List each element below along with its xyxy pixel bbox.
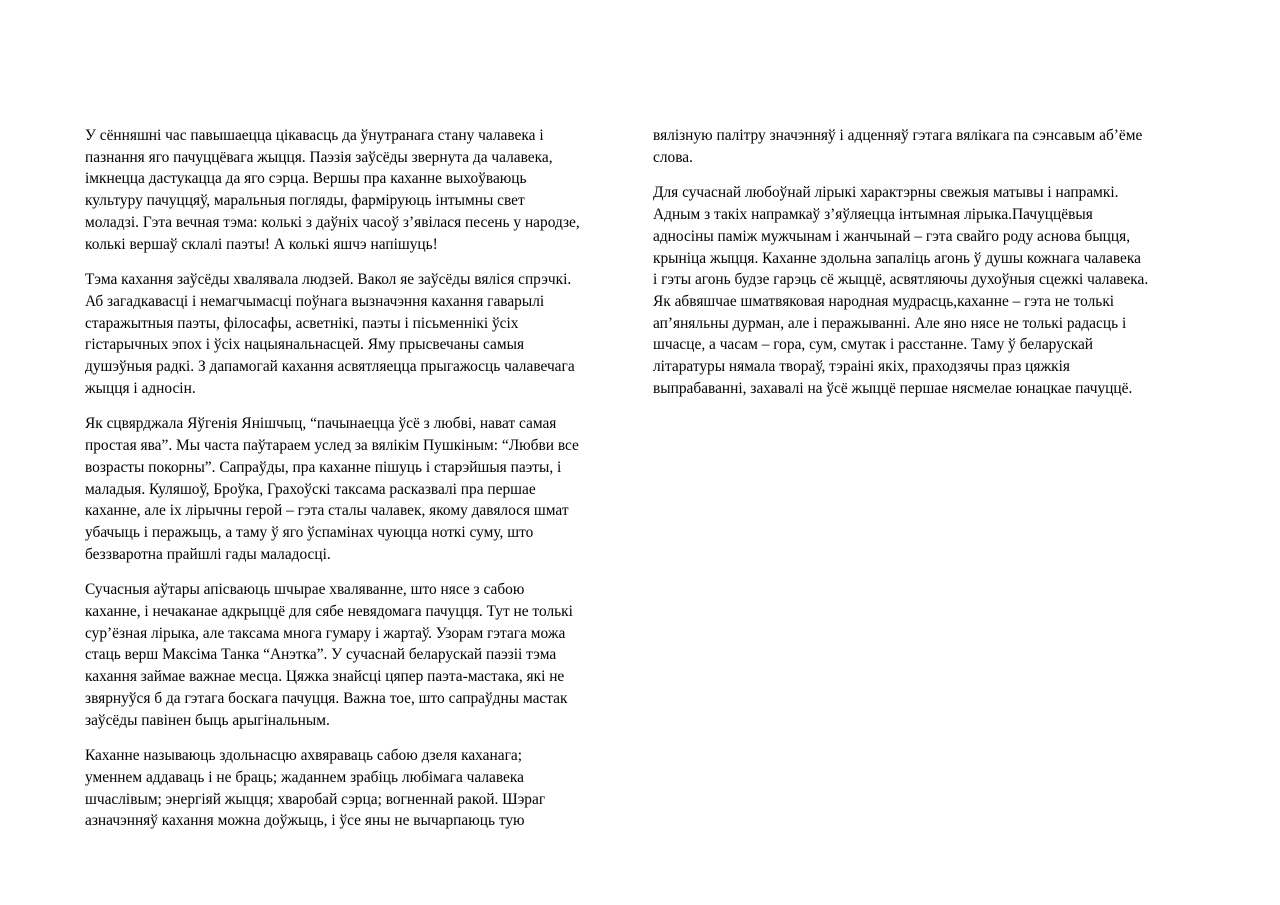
text-line: душэўныя радкі. З дапамогай кахання асвятляецца прыгажосць чалавечага	[85, 358, 575, 376]
text-line: Адным з такіх напрамкаў з’яўляецца інтымная лірыка.Пачуццёвыя	[653, 206, 1093, 224]
text-line: уменнем аддаваць і не браць; жаданнем зрабіць любімага чалавека	[85, 768, 524, 786]
text-line: моладзі. Гэта вечная тэма: колькі з даўніх часоў з’явілася песень у народзе,	[85, 213, 580, 231]
text-line: шчасце, а часам – гора, сум, смутак і расстанне. Таму ў беларускай	[653, 336, 1094, 354]
right-column	[653, 125, 1198, 413]
paragraph-4	[85, 579, 630, 731]
text-line: азначэнняў кахання можна доўжыць, і ўсе яны не вычарпаюць тую	[85, 812, 525, 830]
paragraph-2	[85, 269, 630, 399]
text-line: літаратуры нямала твораў, тэраіні якіх, праходзячы праз цяжкія	[653, 358, 1070, 376]
text-line: Як сцвярджала Яўгенія Янішчыц, “пачынаецца ўсё з любві, нават самая	[85, 415, 557, 433]
paragraph-5	[85, 745, 630, 832]
text-line: убачыць і перажыць, а таму ў яго ўспамінах чуюцца ноткі суму, што	[85, 523, 534, 541]
text-line: стаць верш Максіма Танка “Анэтка”. У сучаснай беларускай паэзіі тэма	[85, 646, 557, 664]
text-line: возрасты покорны”. Сапраўды, пра каханне пішуць і старэйшыя паэты, і	[85, 458, 562, 476]
text-line: каханне, але іх лірычны герой – гэта сталы чалавек, якому давялося шмат	[85, 502, 569, 520]
text-line: культуру пачуццяў, маральныя погляды, фарміруюць інтымны свет	[85, 192, 525, 210]
text-line: імкнецца дастукацца да яго сэрца. Вершы пра каханне выхоўваюць	[85, 170, 527, 188]
text-line: кахання займае важнае месца. Цяжка знайсці цяпер паэта-мастака, які не	[85, 668, 565, 686]
paragraph-6	[653, 125, 1198, 168]
text-line: Як абвяшчае шматвяковая народная мудрасць,каханне – гэта не толькі	[653, 292, 1115, 310]
text-line: пазнання яго пачуццёвага жыцця. Паэзія заўсёды звернута да чалавека,	[85, 148, 553, 166]
text-line: гістарычных эпох і ўсіх нацыянальнасцей. Яму прысвечаны самыя	[85, 336, 525, 354]
text-line: шчаслівым; энергіяй жыцця; хваробай сэрца; вогненнай ракой. Шэраг	[85, 790, 546, 808]
text-line: ап’яняльны дурман, але і перажыванні. Але яно нясе не толькі радасць і	[653, 314, 1127, 332]
paragraph-7	[653, 182, 1198, 399]
text-line: Для сучаснай любоўнай лірыкі характэрны свежыя матывы і напрамкі.	[653, 184, 1119, 202]
text-line: і гэты агонь будзе гарэць сё жыццё, асвятляючы духоўныя сцежкі чалавека.	[653, 271, 1149, 289]
text-line: каханне, і нечаканае адкрыццё для сябе невядомага пачуцця. Тут не толькі	[85, 603, 573, 621]
paragraph-1	[85, 125, 630, 255]
text-line: колькі вершаў склалі паэты! А колькі яшчэ напішуць!	[85, 235, 438, 253]
text-line: звярнуўся б да гэтага боскага пачуцця. Важна тое, што сапраўдны мастак	[85, 689, 568, 707]
paragraph-3	[85, 413, 630, 565]
text-line: Аб загадкавасці і немагчымасці поўнага вызначэння кахання гаварылі	[85, 292, 545, 310]
text-line: беззваротна прайшлі гады маладосці.	[85, 545, 331, 563]
text-line: адносіны паміж мужчынам і жанчынай – гэта свайго роду аснова быцця,	[653, 227, 1131, 245]
text-line: слова.	[653, 148, 693, 166]
text-line: заўсёды павінен быць арыгінальным.	[85, 711, 330, 729]
text-line: Сучасныя аўтары апісваюць шчырае хваляванне, што нясе з сабою	[85, 581, 525, 599]
text-line: сур’ёзная лірыка, але таксама многа гумару і жартаў. Узорам гэтага можа	[85, 624, 566, 642]
text-line: жыцця і адносін.	[85, 379, 196, 397]
left-column	[85, 125, 630, 846]
text-line: маладыя. Куляшоў, Броўка, Грахоўскі таксама расказвалі пра першае	[85, 480, 536, 498]
text-line: старажытныя паэты, філосафы, асветнікі, паэты і пісьменнікі ўсіх	[85, 314, 519, 332]
text-line: простая ява”. Мы часта паўтараем услед за вялікім Пушкіным: “Любви все	[85, 437, 579, 455]
text-line: крыніца жыцця. Каханне здольна запаліць агонь ў душы кожнага чалавека	[653, 249, 1141, 267]
text-line: выпрабаванні, захавалі на ўсё жыццё першае нясмелае юнацкае пачуццё.	[653, 379, 1133, 397]
text-line: вялізную палітру значэнняў і адценняў гэтага вялікага па сэнсавым аб’ёме	[653, 127, 1143, 144]
text-line: Тэма кахання заўсёды хвалявала людзей. Вакол яе заўсёды вяліся спрэчкі.	[85, 271, 572, 289]
text-line: Каханне называюць здольнасцю ахвяраваць сабою дзеля каханага;	[85, 747, 522, 765]
text-line: У сённяшні час павышаецца цікавасць да ўнутранага стану чалавека і	[85, 127, 544, 144]
